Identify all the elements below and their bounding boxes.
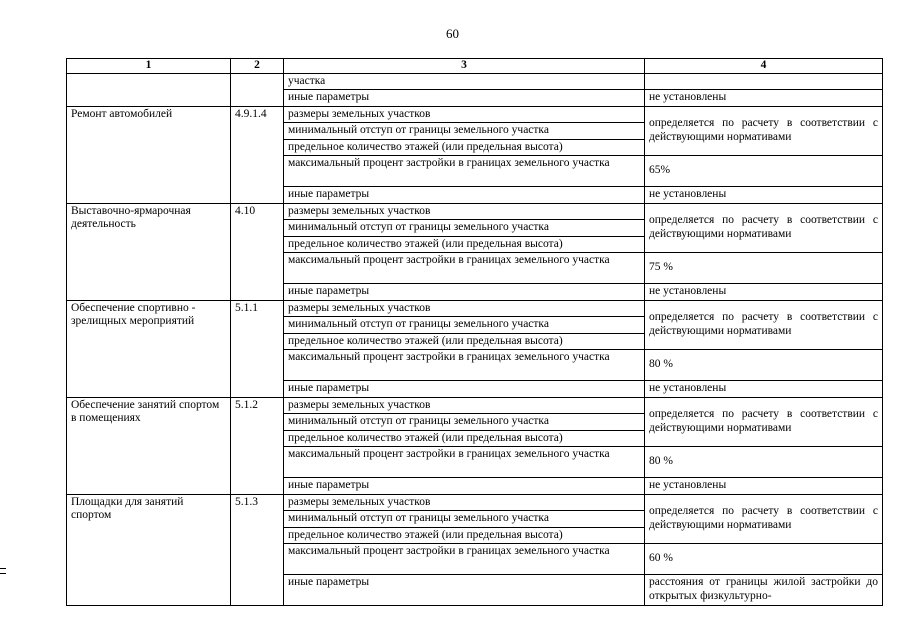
param-cell: размеры земельных участков	[284, 106, 645, 123]
value-cell: 65%	[645, 156, 883, 187]
value-cell: не установлены	[645, 187, 883, 204]
param-cell: иные параметры	[284, 187, 645, 204]
param-cell: предельное количество этажей (или предельная высота)	[284, 333, 645, 350]
param-cell: максимальный процент застройки в границах земельного участка	[284, 156, 645, 187]
value-cell: определяется по расчету в соответствии с действующими нормативами	[645, 203, 883, 253]
use-type-cell: Выставочно-ярмарочная деятельность	[67, 203, 231, 300]
use-type-cell: Обеспечение спортивно - зрелищных мероприятий	[67, 300, 231, 397]
header-col-4: 4	[645, 59, 883, 74]
use-type-cell: Обеспечение занятий спортом в помещениях	[67, 397, 231, 494]
param-cell: минимальный отступ от границы земельного участка	[284, 317, 645, 334]
param-cell: максимальный процент застройки в границах земельного участка	[284, 350, 645, 381]
param-cell: иные параметры	[284, 381, 645, 398]
table-row	[67, 73, 883, 90]
value-cell: определяется по расчету в соответствии с действующими нормативами	[645, 300, 883, 350]
param-cell: размеры земельных участков	[284, 397, 645, 414]
value-cell: 75 %	[645, 253, 883, 284]
code-cell: 5.1.3	[231, 494, 284, 606]
code-cell: 5.1.1	[231, 300, 284, 397]
code-cell	[231, 73, 284, 106]
value-cell: не установлены	[645, 478, 883, 495]
param-cell: минимальный отступ от границы земельного участка	[284, 123, 645, 140]
param-cell: предельное количество этажей (или предельная высота)	[284, 527, 645, 544]
value-cell: 80 %	[645, 350, 883, 381]
code-cell: 4.9.1.4	[231, 106, 284, 203]
param-cell: предельное количество этажей (или предельная высота)	[284, 139, 645, 156]
param-cell: предельное количество этажей (или предельная высота)	[284, 430, 645, 447]
value-cell: 80 %	[645, 447, 883, 478]
page-number: 60	[446, 26, 459, 41]
param-cell: максимальный процент застройки в границах земельного участка	[284, 447, 645, 478]
param-cell: минимальный отступ от границы земельного участка	[284, 220, 645, 237]
value-cell: определяется по расчету в соответствии с действующими нормативами	[645, 397, 883, 447]
value-cell	[645, 73, 883, 90]
header-row	[67, 59, 883, 74]
value-cell: определяется по расчету в соответствии с действующими нормативами	[645, 106, 883, 156]
header-col-1: 1	[67, 59, 231, 74]
value-cell: расстояния от границы жилой застройки до открытых физкультурно-	[645, 575, 883, 606]
use-type-cell: Ремонт автомобилей	[67, 106, 231, 203]
value-cell: 60 %	[645, 544, 883, 575]
regulations-table	[66, 58, 883, 606]
param-cell: максимальный процент застройки в границах земельного участка	[284, 544, 645, 575]
table-row	[67, 494, 883, 511]
param-cell: предельное количество этажей (или предельная высота)	[284, 236, 645, 253]
param-cell: иные параметры	[284, 284, 645, 301]
table-row	[67, 203, 883, 220]
table-row	[67, 397, 883, 414]
code-cell: 5.1.2	[231, 397, 284, 494]
param-cell: участка	[284, 73, 645, 90]
param-cell: минимальный отступ от границы земельного участка	[284, 414, 645, 431]
value-cell: определяется по расчету в соответствии с действующими нормативами	[645, 494, 883, 544]
table-row	[67, 300, 883, 317]
param-cell: иные параметры	[284, 478, 645, 495]
code-cell: 4.10	[231, 203, 284, 300]
param-cell: максимальный процент застройки в границах земельного участка	[284, 253, 645, 284]
param-cell: размеры земельных участков	[284, 300, 645, 317]
table-row	[67, 106, 883, 123]
param-cell: иные параметры	[284, 90, 645, 107]
use-type-cell	[67, 73, 231, 106]
margin-mark	[0, 568, 6, 574]
param-cell: размеры земельных участков	[284, 494, 645, 511]
header-col-2: 2	[231, 59, 284, 74]
value-cell: не установлены	[645, 90, 883, 107]
param-cell: размеры земельных участков	[284, 203, 645, 220]
param-cell: иные параметры	[284, 575, 645, 606]
header-col-3: 3	[284, 59, 645, 74]
param-cell: минимальный отступ от границы земельного участка	[284, 511, 645, 528]
value-cell: не установлены	[645, 381, 883, 398]
value-cell: не установлены	[645, 284, 883, 301]
use-type-cell: Площадки для занятий спортом	[67, 494, 231, 606]
